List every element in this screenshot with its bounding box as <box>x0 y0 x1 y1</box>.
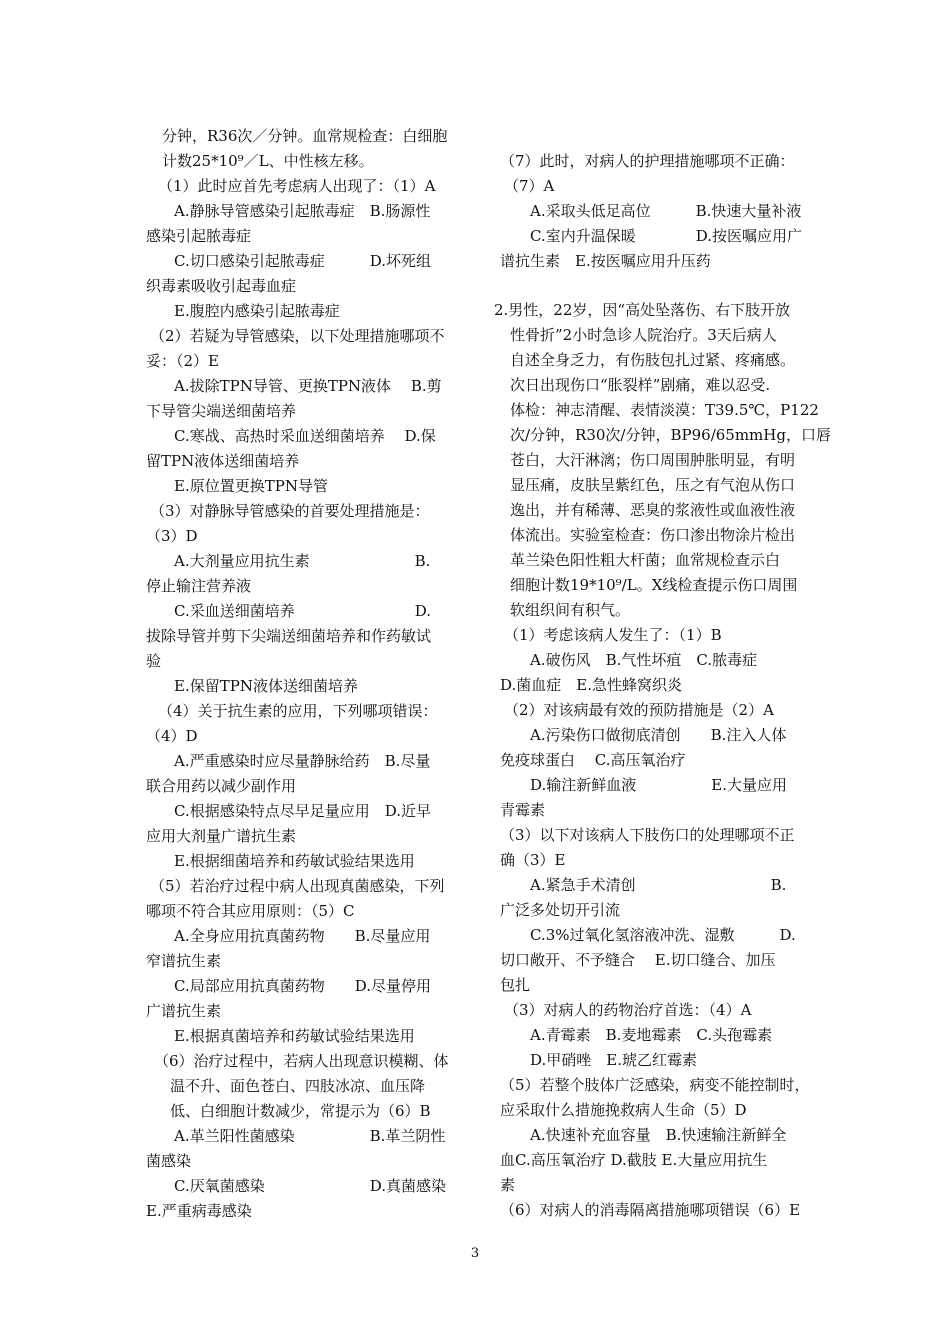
text-line: 广泛多处切开引流 <box>500 901 621 919</box>
text-line: 拔除导管并剪下尖端送细菌培养和作药敏试 <box>146 627 432 645</box>
text-line: 苍白，大汗淋漓；伤口周围肿胀明显，有明 <box>510 451 796 469</box>
text-line: E.保留TPN液体送细菌培养 <box>174 677 358 695</box>
text-line: 下导管尖端送细菌培养 <box>146 402 297 420</box>
text-line: 免疫球蛋白 C.高压氧治疗 <box>500 751 686 769</box>
text-line: A.严重感染时应尽量静脉给药 B.尽量 <box>174 752 431 770</box>
text-line: 留TPN液体送细菌培养 <box>146 452 300 470</box>
text-line: A.采取头低足高位 B.快速大量补液 <box>530 202 802 220</box>
text-line: 次/分钟，R30次/分钟，BP96/65mmHg，口唇 <box>510 426 831 444</box>
text-line: 广谱抗生素 <box>146 1002 222 1020</box>
text-line: 温不升、面色苍白、四肢冰凉、血压降 <box>170 1077 426 1095</box>
text-line: 低、白细胞计数减少，常提示为（6）B <box>170 1102 431 1120</box>
page-number: 3 <box>470 1246 480 1261</box>
text-line: （6）治疗过程中，若病人出现意识模糊、体 <box>154 1052 449 1070</box>
text-line: 停止输注营养液 <box>146 577 252 595</box>
text-line: 妥：（2）E <box>146 352 219 370</box>
text-line: E.原位置更换TPN导管 <box>174 477 328 495</box>
text-line: （3）对病人的药物治疗首选：（4）A <box>504 1001 752 1019</box>
right-column <box>494 149 831 1223</box>
text-line: 血C.高压氧治疗 D.截肢 E.大量应用抗生 <box>500 1151 768 1169</box>
text-line: （6）对病人的消毒隔离措施哪项错误（6）E <box>500 1201 801 1219</box>
text-line: 软组织间有积气。 <box>510 601 631 619</box>
text-line: 谱抗生素 E.按医嘱应用升压药 <box>500 252 711 270</box>
text-line: 细胞计数19*10⁹/L。X线检查提示伤口周围 <box>510 576 798 594</box>
text-line: 应用大剂量广谱抗生素 <box>146 827 297 845</box>
text-line: A.快速补充血容量 B.快速输注新鲜全 <box>530 1126 787 1144</box>
text-line: 革兰染色阳性粗大杆菌；血常规检查示白 <box>510 551 781 569</box>
question-spacer <box>500 274 822 298</box>
text-line: C.切口感染引起脓毒症 D.坏死组 <box>174 252 431 270</box>
text-line: C.3%过氧化氢溶液冲洗、湿敷 D. <box>530 926 796 944</box>
text-line: 素 <box>500 1176 516 1194</box>
text-line: A.污染伤口做彻底清创 B.注入人体 <box>530 726 787 744</box>
text-line: A.革兰阳性菌感染 B.革兰阴性 <box>174 1127 446 1145</box>
text-line: A.青霉素 B.麦地霉素 C.头孢霉素 <box>530 1026 773 1044</box>
text-line: E.根据细菌培养和药敏试验结果选用 <box>174 852 415 870</box>
text-line: （7）此时，对病人的护理措施哪项不正确： <box>500 152 795 170</box>
text-line: （3）对静脉导管感染的首要处理措施是： <box>150 502 430 520</box>
text-line: A.大剂量应用抗生素 B. <box>174 552 431 570</box>
text-line: 确（3）E <box>500 851 566 869</box>
text-line: 窄谱抗生素 <box>146 952 222 970</box>
text-line: 织毒素吸收引起毒血症 <box>146 277 297 295</box>
text-line: 切口敞开、不予缝合 E.切口缝合、加压 <box>500 951 776 969</box>
text-line: A.静脉导管感染引起脓毒症 B.肠源性 <box>174 202 431 220</box>
text-line: C.局部应用抗真菌药物 D.尽量停用 <box>174 977 431 995</box>
left-column <box>146 124 474 1224</box>
text-line: A.拔除TPN导管、更换TPN液体 B.剪 <box>174 377 442 395</box>
text-line: 感染引起脓毒症 <box>146 227 252 245</box>
text-line: D.甲硝唑 E.琥乙红霉素 <box>530 1051 697 1069</box>
text-line: 体检：神志清醒、表情淡漠：T39.5℃，P122 <box>510 401 819 419</box>
text-line: 联合用药以减少副作用 <box>146 777 297 795</box>
text-line: C.寒战、高热时采血送细菌培养 D.保 <box>174 427 436 445</box>
text-line: 自述全身乏力，有伤肢包扎过紧、疼痛感。 <box>510 351 796 369</box>
text-line: 分钟，R36次／分钟。血常规检查：白细胞 <box>162 127 448 145</box>
text-line: （1）此时应首先考虑病人出现了：（1）A <box>158 177 436 195</box>
text-line: E.根据真菌培养和药敏试验结果选用 <box>174 1027 415 1045</box>
text-line: （2）对该病最有效的预防措施是（2）A <box>504 701 774 719</box>
text-line: （5）若治疗过程中病人出现真菌感染，下列 <box>150 877 445 895</box>
text-line: （4）关于抗生素的应用，下列哪项错误： <box>158 702 438 720</box>
text-line: 计数25*10⁹／L、中性核左移。 <box>162 152 374 170</box>
text-line: （7）A <box>504 177 555 195</box>
text-line: （3）以下对该病人下肢伤口的处理哪项不正 <box>500 826 795 844</box>
text-line: A.全身应用抗真菌药物 B.尽量应用 <box>174 927 431 945</box>
text-line: E.腹腔内感染引起脓毒症 <box>174 302 340 320</box>
text-line: 2.男性，22岁，因“高处坠落伤、右下肢开放 <box>494 301 791 319</box>
text-line: 逸出，并有稀薄、恶臭的浆液性或血液性液 <box>510 501 796 519</box>
text-line: （1）考虑该病人发生了：（1）B <box>504 626 722 644</box>
text-line: 次日出现伤口“胀裂样”剧痛，难以忍受. <box>510 376 771 394</box>
text-line: D.输注新鲜血液 E.大量应用 <box>530 776 787 794</box>
text-line: 体流出。实验室检查：伤口渗出物涂片检出 <box>510 526 796 544</box>
text-line: C.采血送细菌培养 D. <box>174 602 431 620</box>
question-1-continued <box>500 149 822 274</box>
text-line: （3）D <box>146 527 198 545</box>
text-line: 应采取什么措施挽救病人生命（5）D <box>500 1101 747 1119</box>
text-line: 性骨折”2小时急诊人院治疗。3天后病人 <box>510 326 777 344</box>
text-line: C.室内升温保暖 D.按医嘱应用广 <box>530 227 802 245</box>
text-line: C.厌氧菌感染 D.真菌感染 <box>174 1177 446 1195</box>
text-line: A.破伤风 B.气性坏疽 C.脓毒症 <box>530 651 758 669</box>
text-line: （5）若整个肢体广泛感染，病变不能控制时， <box>500 1076 810 1094</box>
text-line: 验 <box>146 652 162 670</box>
text-line: 菌感染 <box>146 1152 192 1170</box>
text-line: E.严重病毒感染 <box>146 1202 252 1220</box>
text-line: 哪项不符合其应用原则：（5）C <box>146 902 355 920</box>
text-line: 青霉素 <box>500 801 546 819</box>
text-line: C.根据感染特点尽早足量应用 D.近早 <box>174 802 431 820</box>
text-line: 包扎 <box>500 976 531 994</box>
question-2 <box>494 298 831 1223</box>
text-line: （4）D <box>146 727 198 745</box>
text-line: D.菌血症 E.急性蜂窝织炎 <box>500 676 682 694</box>
text-line: （2）若疑为导管感染，以下处理措施哪项不 <box>150 327 445 345</box>
text-line: 显压痛，皮肤呈紫红色，压之有气泡从伤口 <box>510 476 796 494</box>
text-line: A.紧急手术清创 B. <box>530 876 787 894</box>
